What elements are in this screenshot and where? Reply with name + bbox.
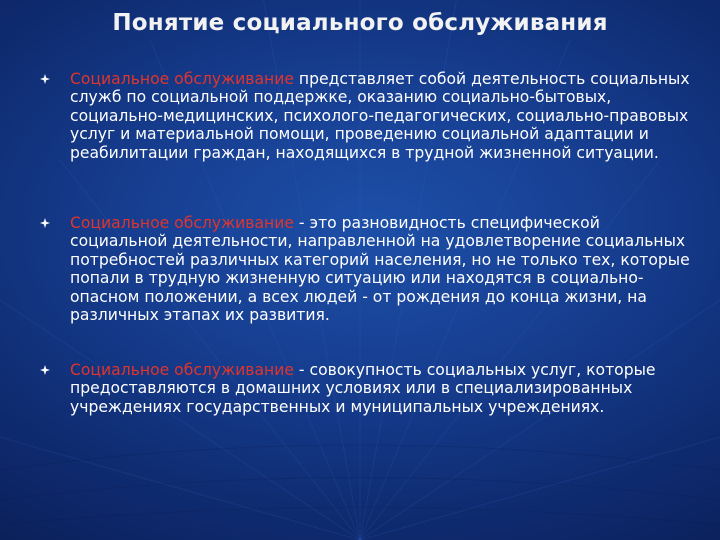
bullet-text <box>70 70 690 162</box>
bullet-item <box>40 70 690 162</box>
diamond-bullet-icon <box>40 365 50 375</box>
slide-title: Понятие социального обслуживания <box>112 10 608 36</box>
bullet-term: Социальное обслуживание <box>70 70 294 88</box>
bullet-item <box>40 361 690 416</box>
bullet-text <box>70 361 690 416</box>
diamond-bullet-icon <box>40 74 50 84</box>
diamond-bullet-icon <box>40 218 50 228</box>
bullet-definition: - это разновидность специфической социальной деятельности, направленной на удовлетворение социальных потребностей различных категорий населения, но не только тех, которые попали в трудную жизненную ситуацию или находятся в социально-опасном положении, а всех людей - от рождения до конца жизни, на различных этапах их развития. <box>70 214 690 325</box>
bullet-term: Социальное обслуживание <box>70 214 294 232</box>
bullet-definition: представляет собой деятельность социальных служб по социальной поддержке, оказанию социально-бытовых, социально-медицинских, психолого-педагогических, социально-правовых услуг и материальной помощи, проведению социальной адаптации и реабилитации граждан, находящихся в трудной жизненной ситуации. <box>70 70 690 162</box>
bullet-definition: - совокупность социальных услуг, которые предоставляются в домашних условиях или в специализированных учреждениях государственных и муниципальных учреждениях. <box>70 361 656 416</box>
bullet-term: Социальное обслуживание <box>70 361 294 379</box>
bullet-item <box>40 214 690 324</box>
bullet-text <box>70 214 690 324</box>
